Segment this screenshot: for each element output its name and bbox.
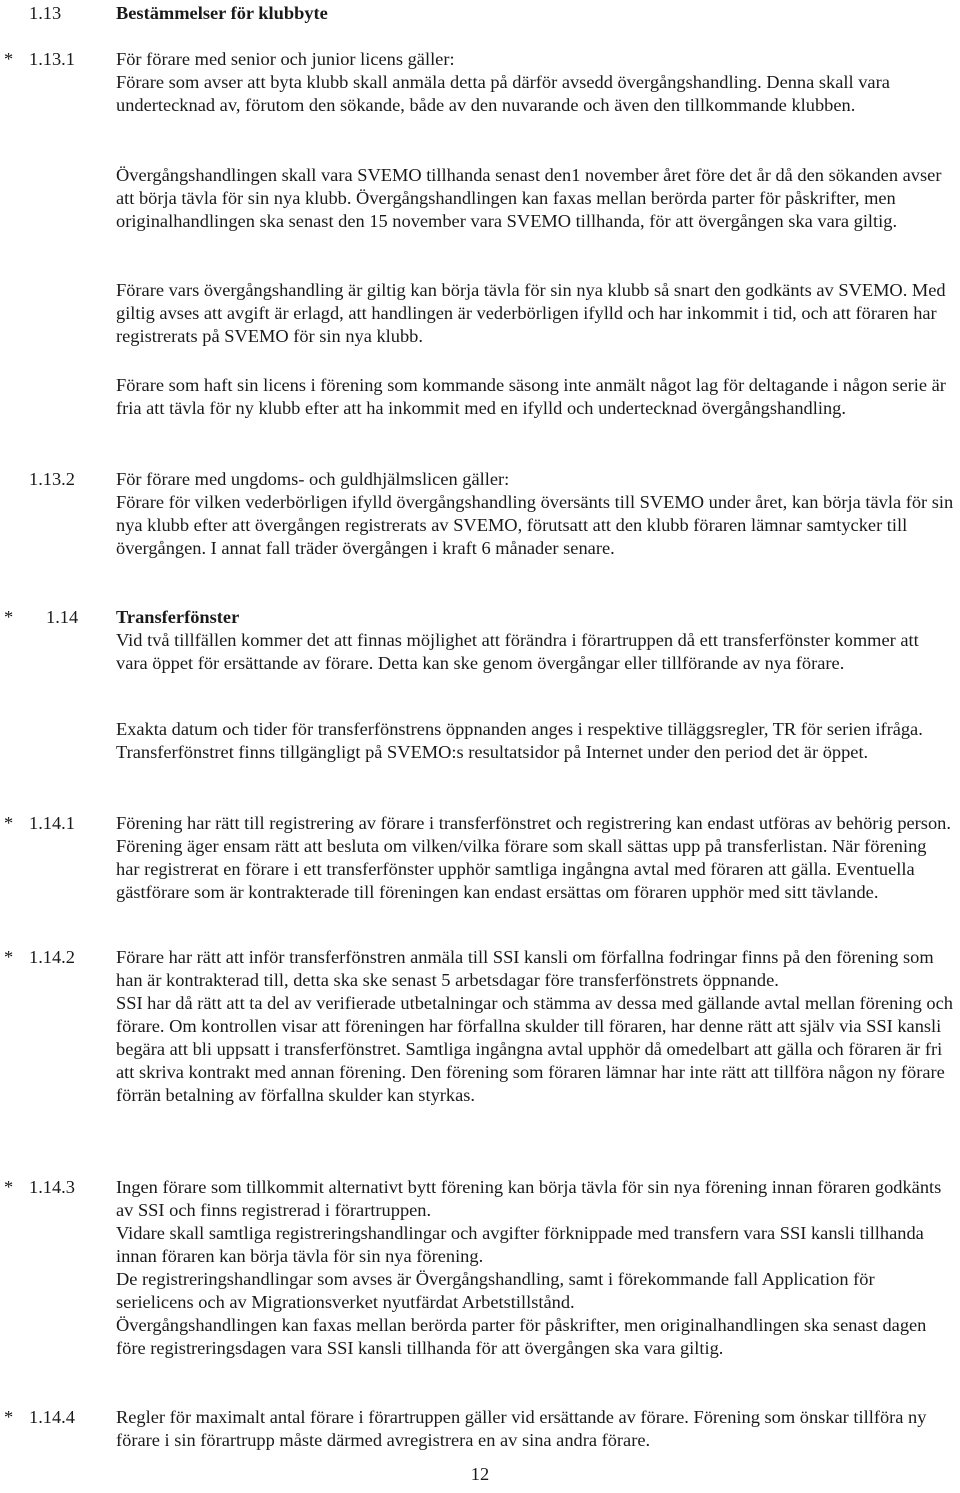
- section-title: Bestämmelser för klubbyte: [116, 3, 328, 23]
- section-1-14-2-paragraph-1: Förare har rätt att inför transferfönstren anmäla till SSI kansli om förfallna fodringar finns på den förening som han är kontrakterad till, detta ska ske senast 5 arbetsdagar före transferfönstrets öppnande. SSI har då rätt att ta del av verifierade utbetalningar och stämma av dessa med gällande avtal mellan förening och förare. Om kontrollen visar att föreningen har förfallna skulder till föraren, har denne rätt att själv via SSI kansli begära att bli uppsatt i transferfönstret. Samtliga ingångna avtal upphör då omedelbart att gälla och föraren är fri att skriva kontrakt med annan förening. Den förening som föraren lämnar har inte rätt att tillföra någon ny förare förrän betalning av förfallna skulder kan styrkas.: [116, 947, 953, 1105]
- section-1-13-1-paragraph-2: Övergångshandlingen skall vara SVEMO tillhanda senast den1 november året före det år då den sökanden avser att börja tävla för sin nya klubb. Övergångshandlingen kan faxas mellan berörda parter för påskrifter, men originalhandlingen ska senast den 15 november vara SVEMO tillhanda, för att övergången ska vara giltig.: [116, 165, 942, 231]
- change-marker: *: [4, 1177, 14, 1197]
- section-number: 1.14.4: [29, 1407, 75, 1427]
- section-1-13-1-paragraph-1: För förare med senior och junior licens gäller: Förare som avser att byta klubb skall anmäla detta på därför avsedd övergångshandling. Denna skall vara undertecknad av, förutom den sökande, både av den nuvarande och även den tillkommande klubben.: [116, 49, 890, 115]
- section-1-13-1-paragraph-4: Förare som haft sin licens i förening som kommande säsong inte anmält något lag för deltagande i någon serie är fria att tävla för ny klubb efter att ha inkommit med en ifylld och undertecknad övergångshandling.: [116, 375, 946, 418]
- change-marker: *: [4, 1407, 14, 1427]
- section-number: 1.14.1: [29, 813, 75, 833]
- section-number: 1.14: [46, 607, 79, 627]
- section-1-13-1-paragraph-3: Förare vars övergångshandling är giltig kan börja tävla för sin nya klubb så snart den godkänts av SVEMO. Med giltig avses att avgift är erlagd, att handlingen är vederbörligen ifylld och har inkommit i tid, och att föraren har registrerats på SVEMO för sin nya klubb.: [116, 280, 946, 346]
- change-marker: *: [4, 947, 14, 967]
- section-1-13-2-paragraph-1: För förare med ungdoms- och guldhjälmslicen gäller: Förare för vilken vederbörligen ifylld övergångshandling översänts till SVEMO under året, kan börja tävla för sin nya klubb efter att övergången registrerats av SVEMO, förutsatt att den klubb föraren lämnar samtycker till övergången. I annat fall träder övergången i kraft 6 månader senare.: [116, 469, 954, 558]
- change-marker: *: [4, 813, 14, 833]
- page-number: 12: [470, 1464, 490, 1484]
- section-number: 1.14.2: [29, 947, 75, 967]
- section-number: 1.13: [29, 3, 62, 23]
- section-number: 1.13.2: [29, 469, 75, 489]
- section-1-14-4-paragraph-1: Regler för maximalt antal förare i förartruppen gäller vid ersättande av förare. Förening som önskar tillföra ny förare i sin förartrupp måste därmed avregistrera en av sina andra förare.: [116, 1407, 927, 1450]
- section-1-14-paragraph-2: Exakta datum och tider för transferfönstrens öppnanden anges i respektive tilläggsregler, TR för serien ifråga. Transferfönstret finns tillgängligt på SVEMO:s resultatsidor på Internet under den period det är öppet.: [116, 719, 923, 762]
- section-1-14-1-paragraph-1: Förening har rätt till registrering av förare i transferfönstret och registrering kan endast utföras av behörig person. Förening äger ensam rätt att besluta om vilken/vilka förare som skall sättas upp på transferlistan. När förening har registrerat en förare i ett transferfönster upphör samtliga ingångna avtal med föraren att gälla. Eventuella gästförare som är kontrakterade till föreningen kan endast ersättas om föraren upphör med sitt tävlande.: [116, 813, 951, 902]
- change-marker: *: [4, 607, 14, 627]
- section-number: 1.13.1: [29, 49, 75, 69]
- section-1-14-3-paragraph-1: Ingen förare som tillkommit alternativt bytt förening kan börja tävla för sin nya förening innan föraren godkänts av SSI och finns registrerad i förartruppen. Vidare skall samtliga registreringshandlingar och avgifter förknippade med transfern vara SSI kansli tillhanda innan föraren kan börja tävla för sin nya förening. De registreringshandlingar som avses är Övergångshandling, samt i förekommande fall Application för serielicens och av Migrationsverket nyutfärdat Arbetstillstånd. Övergångshandlingen kan faxas mellan berörda parter för påskrifter, men originalhandlingen ska senast dagen före registreringsdagen vara SSI kansli tillhanda för att övergången ska vara giltig.: [116, 1177, 942, 1358]
- section-title: Transferfönster: [116, 607, 240, 627]
- change-marker: *: [4, 49, 14, 69]
- section-number: 1.14.3: [29, 1177, 75, 1197]
- section-1-14-paragraph-1: Vid två tillfällen kommer det att finnas möjlighet att förändra i förartruppen då ett transferfönster kommer att vara öppet för ersättande av förare. Detta kan ske genom övergångar eller tillförande av nya förare.: [116, 630, 919, 673]
